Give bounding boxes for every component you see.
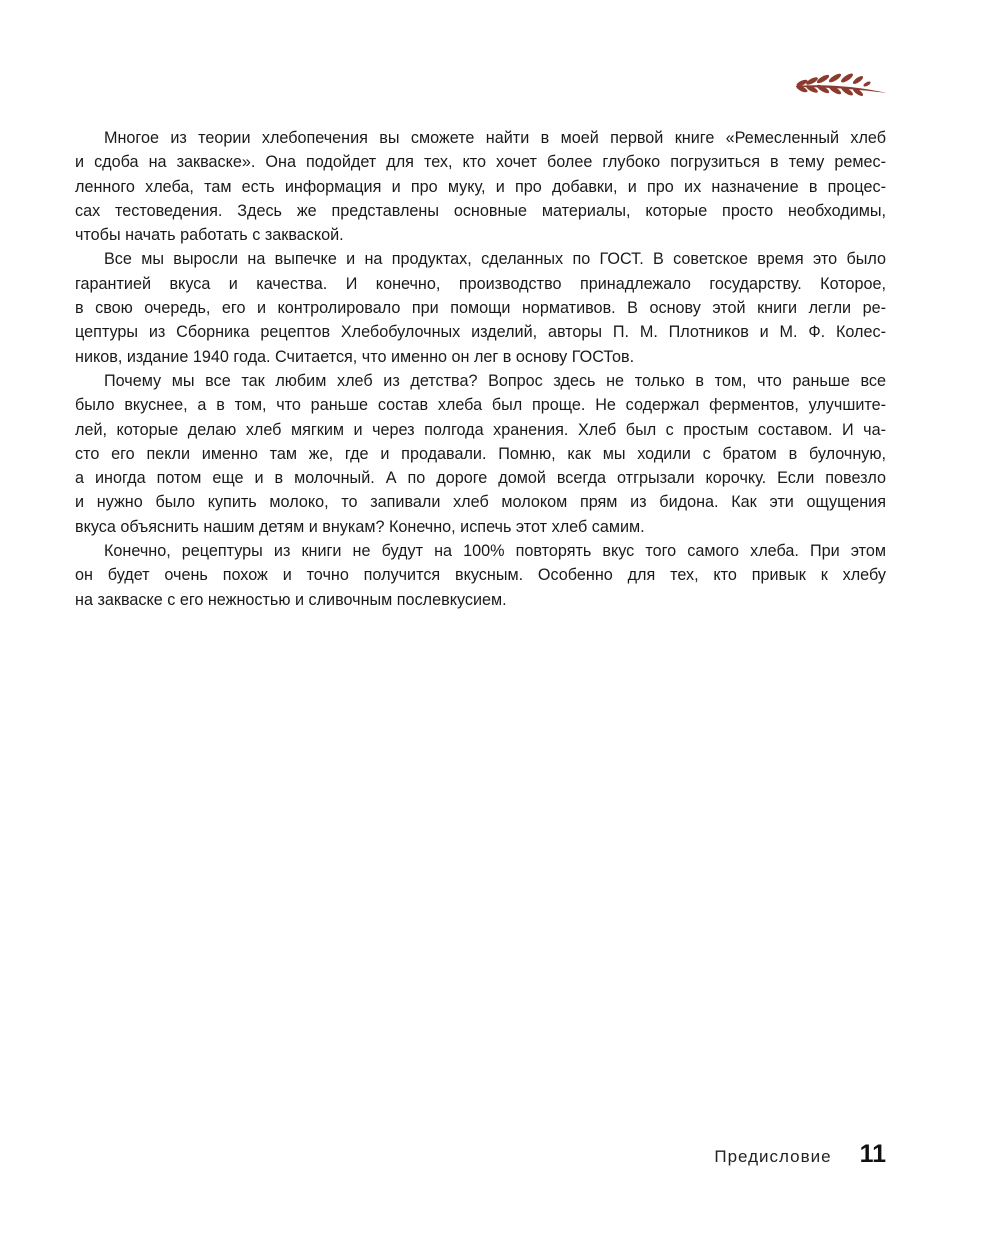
text-line: на закваске с его нежностью и сливочным послевкусием. (75, 590, 507, 609)
paragraph (75, 539, 886, 612)
text-line: ленного хлеба, там есть информация и про муку, и про добавки, и про их назначение в процес- (75, 177, 886, 196)
page-number: 11 (859, 1140, 886, 1168)
text-line: цептуры из Сборника рецептов Хлебобулочных изделий, авторы П. М. Плотников и М. Ф. Колес- (75, 323, 886, 342)
paragraphs (75, 126, 886, 612)
text-line: сто его пекли именно там же, где и продавали. Помню, как мы ходили с братом в булочную, (75, 444, 886, 463)
text-line: чтобы начать работать с закваской. (75, 226, 344, 245)
wheat-ear-icon (790, 66, 890, 100)
text-line: Многое из теории хлебопечения вы сможете найти в моей первой книге «Ремесленный хлеб (104, 129, 886, 147)
page-footer (714, 1140, 886, 1169)
text-line: и нужно было купить молоко, то запивали хлеб молоком прям из бидона. Как эти ощущения (75, 493, 886, 512)
text-line: Конечно, рецептуры из книги не будут на 100% повторять вкус того самого хлеба. При этом (104, 542, 886, 561)
text-line: он будет очень похож и точно получится вкусным. Особенно для тех, кто привык к хлебу (75, 566, 886, 585)
paragraph (75, 247, 886, 368)
text-line: в свою очередь, его и контролировало при помощи нормативов. В основу этой книги легли ре- (75, 299, 886, 318)
text-line: сах тестоведения. Здесь же представлены основные материалы, которые просто необходимы, (75, 201, 886, 220)
paragraph (75, 126, 886, 247)
main-text (75, 126, 886, 612)
text-line: и сдоба на закваске». Она подойдет для тех, кто хочет более глубоко погрузиться в тему ремес- (75, 153, 886, 172)
text-line: вкуса объяснить нашим детям и внукам? Конечно, испечь этот хлеб самим. (75, 517, 645, 536)
text-line: а иногда потом еще и в молочный. А по дороге домой всегда отгрызали корочку. Если повезло (75, 469, 886, 488)
text-line: лей, которые делаю хлеб мягким и через полгода хранения. Хлеб был с простым составом. И ча- (75, 420, 886, 439)
text-line: было вкуснее, а в том, что раньше состав хлеба был проще. Не содержал ферментов, улучшите- (75, 396, 886, 415)
text-line: ников, издание 1940 года. Считается, что именно он лег в основу ГОСТов. (75, 347, 635, 366)
text-line: Почему мы все так любим хлеб из детства? Вопрос здесь не только в том, что раньше все (104, 371, 886, 390)
text-line: Все мы выросли на выпечке и на продуктах, сделанных по ГОСТ. В советское время это было (104, 250, 886, 269)
text-line: гарантией вкуса и качества. И конечно, производство принадлежало государству. Которое, (75, 274, 886, 293)
section-title: Предисловие (714, 1147, 832, 1166)
paragraph (75, 369, 886, 539)
